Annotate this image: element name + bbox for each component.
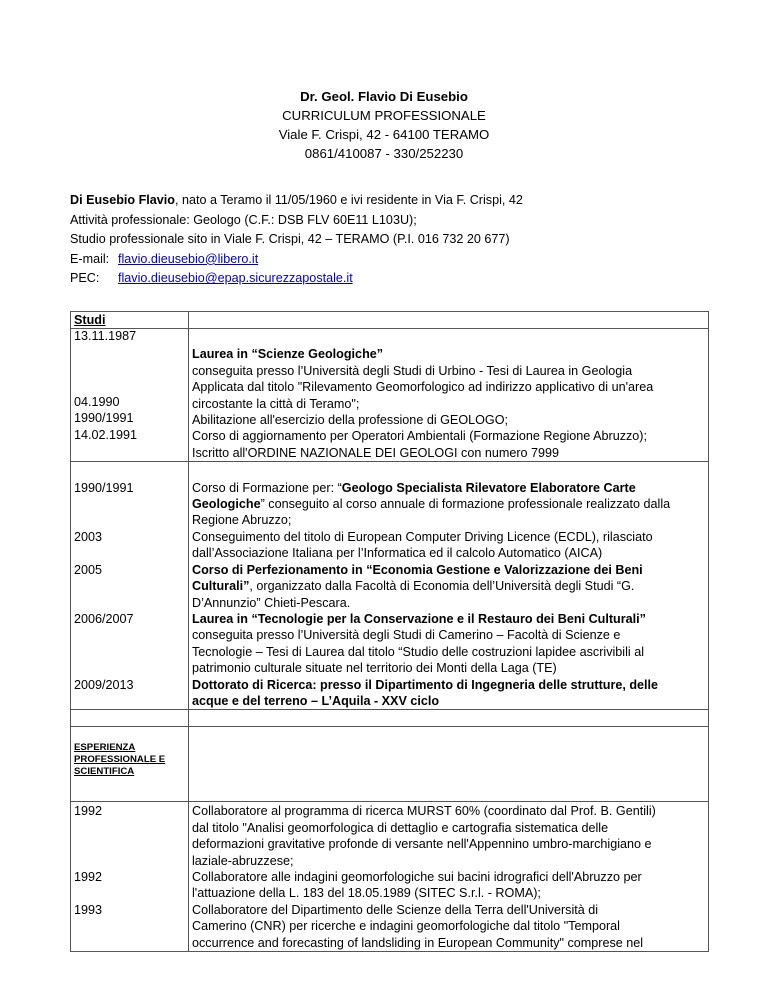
entry-text: dall’Associazione Italiana per l’Informatica ed il calcolo Automatico (AICA) <box>192 546 603 561</box>
table-row <box>71 802 709 952</box>
email-label: E-mail: <box>70 251 110 266</box>
date-label: 1992 <box>74 804 103 819</box>
studi-dates-cell-2 <box>71 462 189 710</box>
table-row <box>71 710 709 727</box>
person-name: Di Eusebio Flavio <box>70 193 175 207</box>
table-row <box>71 462 709 710</box>
entry-text: Conseguimento del titolo di European Computer Driving Licence (ECDL), rilasciato <box>192 529 653 544</box>
author-title: Dr. Geol. Flavio Di Eusebio <box>300 89 468 104</box>
entry-text: Regione Abruzzo; <box>192 513 292 528</box>
entry-text: D’Annunzio” Chieti-Pescara. <box>192 595 351 610</box>
esperienza-dates-cell <box>71 802 189 952</box>
entry-text: Tecnologie – Tesi di Laurea dal titolo “Studio delle costruzioni lapidee ascrivibili al <box>192 644 645 659</box>
date-label: 2003 <box>74 529 103 544</box>
entry-text: conseguita presso l’Università degli Studi di Urbino - Tesi di Laurea in Geologia <box>192 363 633 378</box>
document-header <box>0 87 768 163</box>
entry-text: , organizzato dalla Facoltà di Economia dell’Università degli Studi “G. <box>249 579 635 594</box>
section-title-esperienza: SCIENTIFICA <box>74 766 135 778</box>
entry-text: deformazioni gravitative profonde di versante nell'Appennino umbro-marchigiano e <box>192 837 652 852</box>
entry-title: Laurea in “Scienze Geologiche” <box>192 347 384 362</box>
intro-line-3: Studio professionale sito in Viale F. Crispi, 42 – TERAMO (P.I. 016 732 20 677) <box>70 232 510 247</box>
entry-text: circostante la città di Teramo"; <box>192 396 360 411</box>
esperienza-entries-cell <box>189 802 709 952</box>
date-label: 1990/1991 <box>74 411 134 426</box>
entry-text: laziale-abruzzese; <box>192 853 294 868</box>
date-label: 2009/2013 <box>74 677 134 692</box>
entry-text: Collaboratore del Dipartimento delle Scienze della Terra dell'Università di <box>192 902 599 917</box>
date-label: 1992 <box>74 869 103 884</box>
author-phone: 0861/410087 - 330/252230 <box>304 146 464 161</box>
date-label: 13.11.1987 <box>74 329 137 344</box>
entry-text: patrimonio culturale situate nel territorio dei Monti della Laga (TE) <box>192 661 557 676</box>
studi-dates-cell <box>71 313 189 462</box>
entry-text: Abilitazione all'esercizio della professione di GEOLOGO; <box>192 413 508 428</box>
entry-title: Dottorato di Ricerca: presso il Dipartimento di Ingegneria delle strutture, delle <box>192 677 659 692</box>
pec-label: PEC: <box>70 271 100 286</box>
entry-text: occurrence and forecasting of landsliding in European Community" comprese nel <box>192 935 644 950</box>
entry-title: Laurea in “Tecnologie per la Conservazione e il Restauro dei Beni Culturali” <box>192 611 646 626</box>
email-link[interactable]: flavio.dieusebio@libero.it <box>118 251 259 266</box>
entry-title: acque e del terreno – L’Aquila - XXV ciclo <box>192 693 440 708</box>
author-address: Viale F. Crispi, 42 - 64100 TERAMO <box>278 127 490 142</box>
entry-title: Geologo Specialista Rilevatore Elaboratore Carte <box>341 480 636 495</box>
section-title-esperienza: ESPERIENZA <box>74 742 136 754</box>
table-row <box>71 329 709 462</box>
date-label: 2005 <box>74 562 103 577</box>
entry-text: Iscritto all'ORDINE NAZIONALE DEI GEOLOGI con numero 7999 <box>192 445 560 460</box>
entry-text: ” conseguito al corso annuale di formazione professionale realizzato dalla <box>260 497 671 512</box>
section-title-esperienza: PROFESSIONALE E <box>74 754 166 766</box>
entry-text: l'attuazione della L. 183 del 18.05.1989 (SITEC S.r.l. - ROMA); <box>192 886 541 901</box>
table-row <box>71 727 709 802</box>
entry-text: Applicata dal titolo "Rilevamento Geomorfologico ad indirizzo applicativo di un'area <box>192 380 654 395</box>
entry-text: Corso di Formazione per: “ <box>192 480 342 495</box>
studi-entries-cell <box>189 329 709 462</box>
studi-entries-cell-2 <box>189 462 709 710</box>
birth-residence: , nato a Teramo il 11/05/1960 e ivi residente in Via F. Crispi, 42 <box>174 193 523 207</box>
intro-line-1 <box>70 191 710 211</box>
entry-text: dal titolo "Analisi geomorfologica di dettaglio e cartografia sistematica delle <box>192 820 609 835</box>
personal-info <box>70 191 710 289</box>
email-row <box>70 250 710 270</box>
cv-table <box>70 311 709 952</box>
entry-text: Camerino (CNR) per ricerche e indagini geomorfologiche dal titolo "Temporal <box>192 919 620 934</box>
section-title-studi: Studi <box>74 312 185 328</box>
entry-text: Collaboratore alle indagini geomorfologiche sui bacini idrografici dell'Abruzzo per <box>192 869 642 884</box>
date-label: 1993 <box>74 902 103 917</box>
entry-title: Corso di Perfezionamento in “Economia Gestione e Valorizzazione dei Beni <box>192 562 643 577</box>
intro-line-2: Attività professionale: Geologo (C.F.: DSB FLV 60E11 L103U); <box>70 212 417 227</box>
entry-text: Corso di aggiornamento per Operatori Ambientali (Formazione Regione Abruzzo); <box>192 429 648 444</box>
pec-row <box>70 269 710 289</box>
date-label: 2006/2007 <box>74 611 134 626</box>
entry-title: Culturali” <box>192 579 250 594</box>
document-subtitle: CURRICULUM PROFESSIONALE <box>282 108 486 123</box>
entry-text: Collaboratore al programma di ricerca MURST 60% (coordinato dal Prof. B. Gentili) <box>192 804 656 819</box>
pec-link[interactable]: flavio.dieusebio@epap.sicurezzapostale.it <box>118 271 353 286</box>
entry-title: Geologiche <box>192 497 261 512</box>
date-label: 1990/1991 <box>74 480 134 495</box>
esperienza-heading-cell <box>71 727 189 802</box>
entry-text: conseguita presso l’Università degli Studi di Camerino – Facoltà di Scienze e <box>192 628 621 643</box>
date-label: 14.02.1991 <box>74 427 138 442</box>
date-label: 04.1990 <box>74 395 120 410</box>
